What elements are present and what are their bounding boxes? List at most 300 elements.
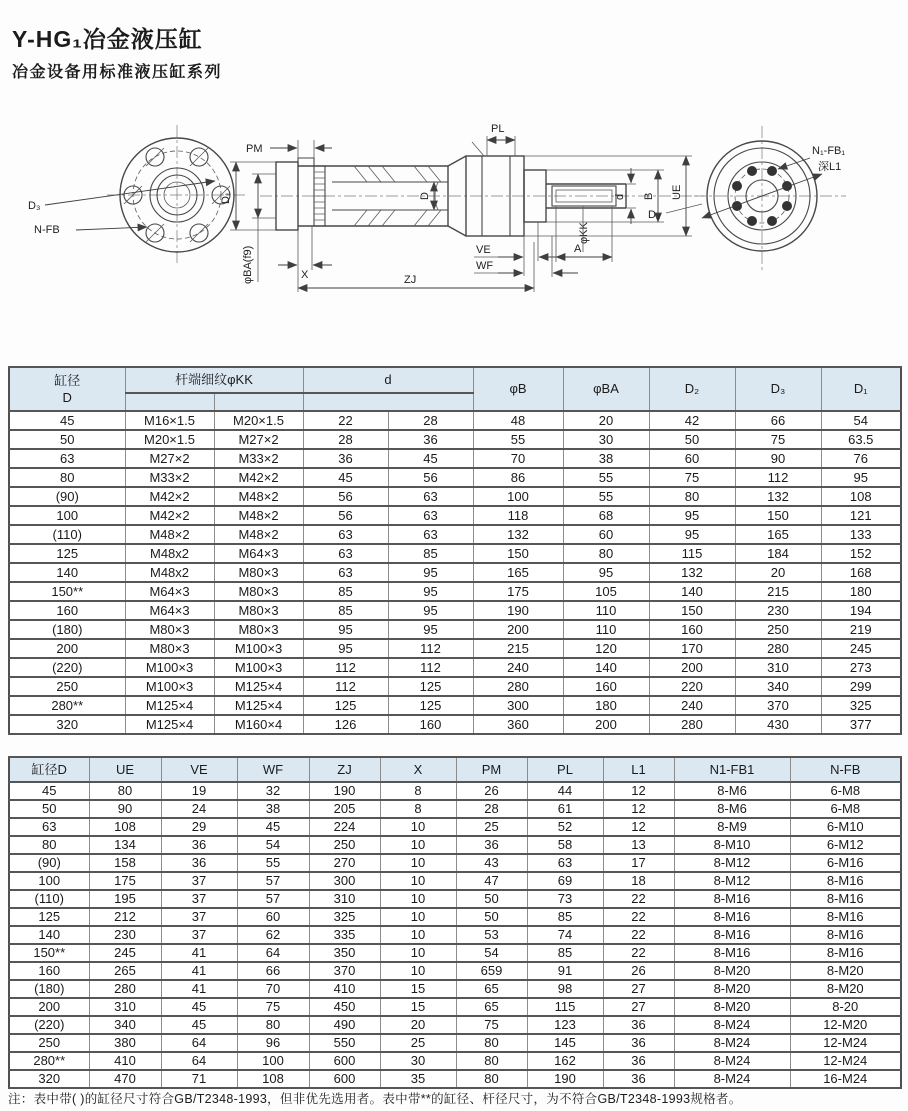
table-cell: 320: [9, 1070, 89, 1088]
table-cell: 123: [527, 1016, 603, 1034]
table-cell: 96: [237, 1034, 309, 1052]
section-view: [220, 123, 704, 292]
table-cell: M125×4: [214, 677, 303, 696]
table-cell: (220): [9, 658, 125, 677]
table-cell: 108: [89, 818, 161, 836]
table-cell: 335: [309, 926, 380, 944]
table-cell: 125: [388, 677, 473, 696]
header-pl: PL: [527, 757, 603, 782]
table-cell: M100×3: [214, 658, 303, 677]
table-cell: 168: [821, 563, 901, 582]
table-cell: 55: [563, 468, 649, 487]
table-cell: 180: [821, 582, 901, 601]
table-cell: 20: [563, 411, 649, 430]
table-row: [9, 890, 901, 908]
table-cell: 219: [821, 620, 901, 639]
table-cell: 280**: [9, 1052, 89, 1070]
table-cell: 200: [9, 998, 89, 1016]
table-cell: M42×2: [125, 487, 214, 506]
table-row: [9, 962, 901, 980]
table-cell: 8-M16: [674, 908, 790, 926]
table-row: [9, 1034, 901, 1052]
table-cell: 200: [563, 715, 649, 734]
table-cell: M125×4: [125, 696, 214, 715]
table-cell: 115: [527, 998, 603, 1016]
subheader-cell: [125, 393, 214, 411]
table-cell: M48×2: [214, 487, 303, 506]
table-cell: 340: [735, 677, 821, 696]
table-cell: 70: [473, 449, 563, 468]
table-cell: 22: [603, 908, 674, 926]
label-d-bore: D: [419, 192, 431, 200]
table-cell: 8-M16: [790, 908, 901, 926]
table-cell: 26: [603, 962, 674, 980]
table-cell: M80×3: [125, 620, 214, 639]
table-cell: 220: [649, 677, 735, 696]
header-wf: WF: [237, 757, 309, 782]
table-cell: 430: [735, 715, 821, 734]
table-cell: 162: [527, 1052, 603, 1070]
table-cell: 6-M12: [790, 836, 901, 854]
table-cell: 108: [237, 1070, 309, 1088]
header-l1: L1: [603, 757, 674, 782]
header-n-fb: N-FB: [790, 757, 901, 782]
table-cell: 36: [303, 449, 388, 468]
table-row: [9, 411, 901, 430]
table-cell: 200: [649, 658, 735, 677]
table-cell: 8-M20: [674, 962, 790, 980]
table-cell: 55: [473, 430, 563, 449]
table-cell: 8-M24: [674, 1034, 790, 1052]
table-cell: 37: [161, 926, 237, 944]
table-row: [9, 998, 901, 1016]
table-cell: 600: [309, 1052, 380, 1070]
table-cell: 95: [649, 506, 735, 525]
table-cell: 36: [161, 836, 237, 854]
table-cell: 95: [388, 563, 473, 582]
table-cell: 85: [527, 908, 603, 926]
table-cell: 240: [649, 696, 735, 715]
table-cell: (90): [9, 854, 89, 872]
table-cell: 215: [735, 582, 821, 601]
table-cell: M64×3: [125, 601, 214, 620]
table-cell: 112: [388, 639, 473, 658]
table-cell: M20×1.5: [214, 411, 303, 430]
table-cell: 69: [527, 872, 603, 890]
table-cell: 22: [603, 890, 674, 908]
table-cell: 54: [821, 411, 901, 430]
table-row: [9, 715, 901, 734]
table-cell: 8-M9: [674, 818, 790, 836]
table-cell: 95: [649, 525, 735, 544]
header-phi-ba: φBA: [563, 367, 649, 411]
subheader-cell: [303, 393, 473, 411]
table-cell: 8-M16: [790, 890, 901, 908]
table-cell: 250: [309, 836, 380, 854]
label-n1-fb1: N₁-FB₁: [812, 145, 846, 157]
table-cell: 36: [161, 854, 237, 872]
table-cell: 95: [303, 639, 388, 658]
table-cell: 80: [89, 782, 161, 800]
table-cell: 8-M24: [674, 1052, 790, 1070]
table-row: [9, 677, 901, 696]
table-cell: 310: [735, 658, 821, 677]
table-cell: M48×2: [214, 525, 303, 544]
table-cell: 150: [473, 544, 563, 563]
table-cell: 6-M10: [790, 818, 901, 836]
table-cell: 150: [649, 601, 735, 620]
table-cell: M80×3: [214, 582, 303, 601]
table-cell: M48×2: [214, 506, 303, 525]
table-cell: M100×3: [125, 677, 214, 696]
table-cell: 250: [735, 620, 821, 639]
table-cell: M125×4: [125, 715, 214, 734]
table-cell: M100×3: [214, 639, 303, 658]
table-cell: 6-M8: [790, 782, 901, 800]
table-cell: M48×2: [125, 525, 214, 544]
table-cell: 56: [388, 468, 473, 487]
table-cell: 10: [380, 962, 456, 980]
label-pl: PL: [491, 123, 505, 135]
table-cell: M80×3: [214, 601, 303, 620]
table-cell: 60: [237, 908, 309, 926]
table-cell: 160: [9, 601, 125, 620]
table-cell: 158: [89, 854, 161, 872]
table-cell: 300: [473, 696, 563, 715]
label-d1: D₁: [220, 192, 232, 204]
table-cell: 38: [237, 800, 309, 818]
table-cell: 160: [388, 715, 473, 734]
table-row: [9, 468, 901, 487]
table-cell: 63: [303, 525, 388, 544]
table-cell: 13: [603, 836, 674, 854]
label-ve: VE: [476, 244, 491, 256]
table-cell: (220): [9, 1016, 89, 1034]
table-cell: 8-M6: [674, 800, 790, 818]
table-cell: 112: [303, 677, 388, 696]
table-cell: 125: [9, 544, 125, 563]
table-cell: 270: [309, 854, 380, 872]
table-cell: 66: [735, 411, 821, 430]
label-ue: UE: [671, 184, 683, 200]
table-cell: M33×2: [214, 449, 303, 468]
table-cell: 280: [473, 677, 563, 696]
table-cell: 16-M24: [790, 1070, 901, 1088]
table-cell: 37: [161, 908, 237, 926]
table-cell: 112: [388, 658, 473, 677]
table-cell: 28: [456, 800, 527, 818]
table-cell: 64: [161, 1052, 237, 1070]
table-cell: 100: [9, 506, 125, 525]
table-cell: 80: [456, 1034, 527, 1052]
table-cell: (110): [9, 525, 125, 544]
table-row: [9, 1016, 901, 1034]
table-row: [9, 658, 901, 677]
header-d: d: [303, 367, 473, 393]
table-cell: 8-M20: [674, 980, 790, 998]
table-cell: M80×3: [214, 563, 303, 582]
table-cell: 360: [473, 715, 563, 734]
footnote: 注：表中带( )的缸径尺寸符合GB/T2348-1993，但非优先选用者。表中带**的缸径、杆径尺寸，为不符合GB/T2348-1993规格者。: [8, 1092, 742, 1106]
table-cell: 150**: [9, 944, 89, 962]
table-cell: 245: [821, 639, 901, 658]
table-cell: 80: [456, 1070, 527, 1088]
table-cell: 36: [456, 836, 527, 854]
table-cell: 12-M24: [790, 1052, 901, 1070]
table-cell: 75: [456, 1016, 527, 1034]
table-cell: 8-M12: [674, 872, 790, 890]
table-cell: 160: [649, 620, 735, 639]
table-cell: 250: [9, 677, 125, 696]
table-cell: 100: [237, 1052, 309, 1070]
table-cell: M20×1.5: [125, 430, 214, 449]
subheader-cell: [214, 393, 303, 411]
table-cell: 57: [237, 872, 309, 890]
page-title: Y-HG₁冶金液压缸: [12, 26, 203, 53]
table-cell: 43: [456, 854, 527, 872]
table-cell: 325: [309, 908, 380, 926]
table-cell: 8-20: [790, 998, 901, 1016]
table-cell: 42: [649, 411, 735, 430]
table-cell: 8-M10: [674, 836, 790, 854]
table-cell: 10: [380, 926, 456, 944]
table-cell: 10: [380, 872, 456, 890]
table-cell: 110: [563, 601, 649, 620]
table-cell: 200: [473, 620, 563, 639]
table-cell: 250: [9, 1034, 89, 1052]
table-row: [9, 854, 901, 872]
table-cell: 310: [89, 998, 161, 1016]
table-row: [9, 696, 901, 715]
table-cell: 85: [303, 582, 388, 601]
table-cell: 265: [89, 962, 161, 980]
table-cell: 65: [456, 980, 527, 998]
table-cell: 56: [303, 506, 388, 525]
table-cell: 150: [735, 506, 821, 525]
table-cell: 160: [9, 962, 89, 980]
table-cell: 370: [735, 696, 821, 715]
header-n1-fb1: N1-FB1: [674, 757, 790, 782]
table-cell: 45: [9, 411, 125, 430]
table-cell: 63: [388, 525, 473, 544]
table-cell: 126: [303, 715, 388, 734]
table-cell: 110: [563, 620, 649, 639]
table-cell: 224: [309, 818, 380, 836]
table-cell: 95: [563, 563, 649, 582]
label-d3: D₃: [28, 200, 41, 212]
table-row: [9, 449, 901, 468]
table-cell: 58: [527, 836, 603, 854]
table-cell: 8-M24: [674, 1070, 790, 1088]
header-bore-diameter: 缸径 D: [9, 367, 125, 411]
table-cell: 24: [161, 800, 237, 818]
table-cell: 63: [303, 544, 388, 563]
table-cell: 150**: [9, 582, 125, 601]
table-cell: 55: [237, 854, 309, 872]
table-cell: 6-M8: [790, 800, 901, 818]
table-cell: 280: [649, 715, 735, 734]
table-cell: 41: [161, 980, 237, 998]
table-cell: 600: [309, 1070, 380, 1088]
table-cell: 54: [237, 836, 309, 854]
table-cell: 8-M6: [674, 782, 790, 800]
table-cell: 45: [388, 449, 473, 468]
table-cell: (90): [9, 487, 125, 506]
table-cell: 10: [380, 944, 456, 962]
table-cell: 71: [161, 1070, 237, 1088]
header-pm: PM: [456, 757, 527, 782]
table-cell: 310: [309, 890, 380, 908]
table-cell: 50: [456, 890, 527, 908]
table-cell: 112: [303, 658, 388, 677]
table-cell: 140: [563, 658, 649, 677]
table-row: [9, 908, 901, 926]
table-cell: 17: [603, 854, 674, 872]
table-cell: 63: [527, 854, 603, 872]
header-d1: D₁: [821, 367, 901, 411]
table-cell: 377: [821, 715, 901, 734]
table-row: [9, 487, 901, 506]
table-row: [9, 544, 901, 563]
table-row: [9, 800, 901, 818]
table-cell: M80×3: [125, 639, 214, 658]
table-row: [9, 430, 901, 449]
table-cell: M33×2: [125, 468, 214, 487]
header-bore-d: 缸径D: [9, 757, 89, 782]
table-cell: 10: [380, 818, 456, 836]
technical-drawing: [14, 112, 894, 312]
table-cell: 240: [473, 658, 563, 677]
table-cell: 18: [603, 872, 674, 890]
table-row: [9, 639, 901, 658]
table-cell: 80: [563, 544, 649, 563]
table-cell: 245: [89, 944, 161, 962]
table-cell: 50: [9, 430, 125, 449]
table-cell: 195: [89, 890, 161, 908]
table-cell: 8-M16: [674, 890, 790, 908]
table-cell: 56: [303, 487, 388, 506]
table-cell: 112: [735, 468, 821, 487]
table-cell: 175: [89, 872, 161, 890]
table-cell: 80: [237, 1016, 309, 1034]
table-cell: M48x2: [125, 563, 214, 582]
table-cell: 140: [9, 926, 89, 944]
table-cell: 190: [473, 601, 563, 620]
table-cell: (110): [9, 890, 89, 908]
table-cell: 212: [89, 908, 161, 926]
table-cell: 115: [649, 544, 735, 563]
table-row: [9, 620, 901, 639]
table-cell: 175: [473, 582, 563, 601]
table-cell: 152: [821, 544, 901, 563]
table-cell: 95: [303, 620, 388, 639]
table-cell: 8: [380, 782, 456, 800]
table-cell: 22: [603, 926, 674, 944]
cylinder-dimensions-table-1: [8, 366, 902, 735]
table-cell: 280: [735, 639, 821, 658]
table-cell: 550: [309, 1034, 380, 1052]
table-cell: 36: [388, 430, 473, 449]
table-cell: 19: [161, 782, 237, 800]
label-b: B: [643, 192, 655, 200]
table-cell: 36: [603, 1052, 674, 1070]
header-d3: D₃: [735, 367, 821, 411]
table-cell: 27: [603, 998, 674, 1016]
table-cell: 61: [527, 800, 603, 818]
table-cell: 76: [821, 449, 901, 468]
table-cell: 63: [9, 818, 89, 836]
table-cell: 62: [237, 926, 309, 944]
label-depth-l1: 深L1: [818, 161, 842, 173]
table-cell: 60: [649, 449, 735, 468]
table-cell: 170: [649, 639, 735, 658]
label-zj: ZJ: [404, 274, 417, 286]
label-d-rod: d: [614, 193, 626, 200]
table-cell: 125: [303, 696, 388, 715]
table-cell: 30: [563, 430, 649, 449]
table-row: [9, 818, 901, 836]
table-cell: 320: [9, 715, 125, 734]
table-cell: 140: [649, 582, 735, 601]
table-row: [9, 872, 901, 890]
table-cell: 350: [309, 944, 380, 962]
table-cell: 132: [473, 525, 563, 544]
table-cell: 45: [9, 782, 89, 800]
table-cell: 180: [563, 696, 649, 715]
table-cell: 90: [735, 449, 821, 468]
table-cell: 121: [821, 506, 901, 525]
table-cell: 91: [527, 962, 603, 980]
table-cell: 132: [735, 487, 821, 506]
table-cell: 44: [527, 782, 603, 800]
table-cell: 410: [309, 980, 380, 998]
table-cell: 325: [821, 696, 901, 715]
table-cell: 36: [603, 1070, 674, 1088]
table-cell: 63: [9, 449, 125, 468]
table-cell: 48: [473, 411, 563, 430]
table-cell: 300: [309, 872, 380, 890]
cylinder-dimensions-table-2: [8, 756, 902, 1089]
page-subtitle: 冶金设备用标准液压缸系列: [12, 64, 223, 82]
table-cell: 95: [388, 582, 473, 601]
header-zj: ZJ: [309, 757, 380, 782]
table-cell: 85: [303, 601, 388, 620]
table-cell: 165: [473, 563, 563, 582]
table-cell: 659: [456, 962, 527, 980]
header-phi-b: φB: [473, 367, 563, 411]
table-cell: 125: [388, 696, 473, 715]
label-ba: φBA(f9): [242, 245, 254, 284]
table-cell: 63: [388, 487, 473, 506]
table-cell: 95: [821, 468, 901, 487]
table-cell: 80: [9, 468, 125, 487]
table-cell: 8-M20: [674, 998, 790, 1016]
table-cell: 12: [603, 800, 674, 818]
label-x: X: [301, 269, 309, 281]
table-cell: 10: [380, 854, 456, 872]
table-row: [9, 563, 901, 582]
table-cell: 8-M16: [790, 944, 901, 962]
table-cell: 64: [161, 1034, 237, 1052]
table-row: [9, 525, 901, 544]
table-cell: 165: [735, 525, 821, 544]
table-cell: 134: [89, 836, 161, 854]
table-cell: 273: [821, 658, 901, 677]
table-cell: 10: [380, 908, 456, 926]
table-cell: 125: [9, 908, 89, 926]
table-cell: 10: [380, 836, 456, 854]
table-cell: 85: [527, 944, 603, 962]
